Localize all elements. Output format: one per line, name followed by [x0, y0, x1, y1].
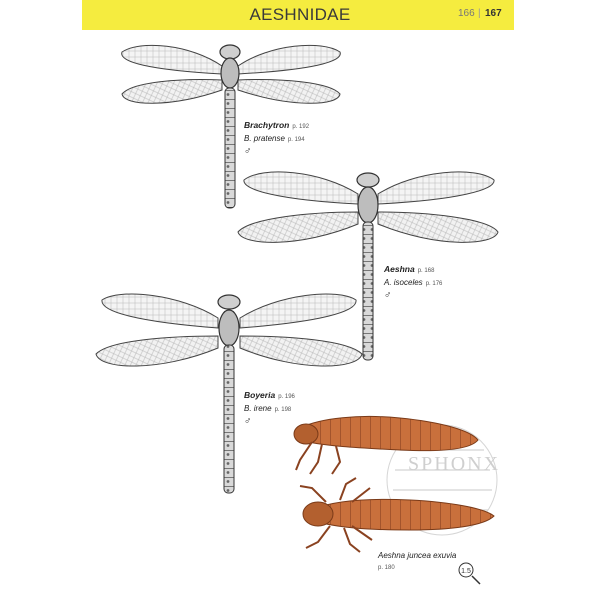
- genus-name: Brachytron: [244, 120, 290, 130]
- genus-page-ref: p. 192: [292, 124, 310, 130]
- species-page-ref: p. 194: [287, 137, 305, 143]
- genus-page-ref: p. 196: [278, 394, 295, 400]
- exuvia-page-ref: p. 180: [378, 565, 395, 571]
- exuvia-species: Aeshna juncea: [378, 551, 431, 560]
- male-symbol: ♂: [244, 146, 252, 157]
- genus-name: Aeshna: [384, 264, 415, 274]
- genus-page-ref: p. 168: [417, 268, 435, 274]
- male-symbol: ♂: [384, 290, 392, 301]
- exuvia-word: exuvia: [433, 551, 457, 560]
- page-number-left: 166: [458, 8, 475, 19]
- species-name: B. irene: [244, 404, 272, 413]
- page-number-right: 167: [485, 8, 502, 19]
- page-title: AESHNIDAE: [249, 5, 351, 24]
- scale-text: 1.5: [461, 568, 471, 575]
- species-page-ref: p. 198: [274, 407, 292, 413]
- male-symbol: ♂: [244, 416, 252, 427]
- genus-name: Boyeria: [244, 390, 276, 400]
- watermark-text: SPHONX: [408, 453, 501, 475]
- species-name: A. isoceles: [384, 278, 423, 287]
- magnifier-icon: [472, 576, 480, 584]
- species-name: B. pratense: [244, 134, 285, 143]
- page-number-separator: |: [478, 8, 481, 19]
- species-page-ref: p. 176: [425, 281, 443, 287]
